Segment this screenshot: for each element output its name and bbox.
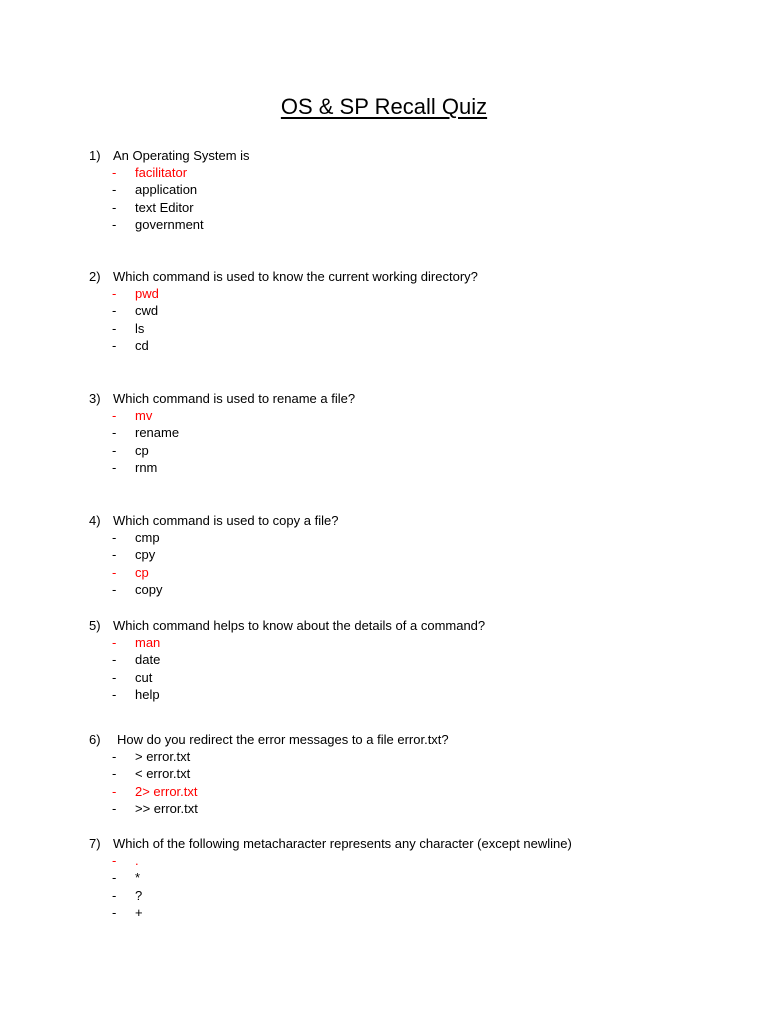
option-item	[89, 581, 729, 598]
dash-bullet: -	[112, 338, 117, 354]
option-item	[89, 748, 729, 765]
dash-bullet: -	[112, 766, 117, 782]
question-number: 7)	[89, 836, 101, 851]
question-text: Which command is used to copy a file?	[113, 513, 339, 528]
option-text: > error.txt	[135, 749, 191, 764]
option-text: application	[135, 182, 198, 198]
option-text: cd	[135, 338, 149, 354]
option-text: rnm	[135, 460, 158, 476]
dash-bullet: -	[112, 408, 117, 423]
option-item	[89, 407, 729, 424]
question-4	[89, 512, 729, 599]
dash-bullet: -	[112, 749, 117, 764]
option-item	[89, 199, 729, 216]
question-text: Which of the following metacharacter represents any character (except newline)	[113, 836, 572, 851]
option-item	[89, 302, 729, 319]
question-number: 1)	[89, 148, 101, 163]
option-text: man	[135, 635, 161, 650]
question-stem	[89, 268, 729, 285]
question-1	[89, 147, 729, 234]
question-stem	[89, 731, 729, 748]
option-item	[89, 564, 729, 581]
dash-bullet: -	[112, 286, 117, 301]
option-text: ?	[135, 887, 143, 903]
option-text: cp	[135, 564, 149, 580]
option-text: date	[135, 652, 161, 668]
option-text: copy	[135, 582, 163, 598]
question-text: An Operating System is	[113, 148, 250, 163]
dash-bullet: -	[112, 870, 117, 886]
option-text: cp	[135, 442, 149, 458]
question-2	[89, 268, 729, 355]
option-item	[89, 459, 729, 476]
option-list	[89, 634, 729, 704]
question-5	[89, 617, 729, 704]
option-item	[89, 320, 729, 337]
option-list	[89, 164, 729, 234]
option-text: ls	[135, 320, 145, 336]
dash-bullet: -	[112, 783, 117, 799]
option-text: government	[135, 217, 204, 233]
dash-bullet: -	[112, 582, 117, 598]
option-item	[89, 783, 729, 800]
option-item	[89, 285, 729, 302]
question-number: 6)	[89, 732, 101, 747]
option-item	[89, 164, 729, 181]
question-3	[89, 390, 729, 477]
dash-bullet: -	[112, 530, 117, 545]
question-number: 2)	[89, 269, 101, 284]
option-item	[89, 337, 729, 354]
dash-bullet: -	[112, 547, 117, 563]
question-7	[89, 835, 729, 922]
option-item	[89, 529, 729, 546]
dash-bullet: -	[112, 165, 117, 180]
question-stem	[89, 512, 729, 529]
dash-bullet: -	[112, 853, 117, 868]
option-text: cut	[135, 669, 153, 685]
option-text: help	[135, 687, 160, 703]
dash-bullet: -	[112, 652, 117, 668]
option-list	[89, 748, 729, 818]
option-text: cwd	[135, 303, 159, 319]
option-list	[89, 285, 729, 355]
option-item	[89, 546, 729, 563]
dash-bullet: -	[112, 442, 117, 458]
option-text: cmp	[135, 530, 160, 545]
option-text: cpy	[135, 547, 156, 563]
dash-bullet: -	[112, 425, 117, 441]
option-item	[89, 181, 729, 198]
question-text: Which command helps to know about the details of a command?	[113, 618, 486, 633]
option-item	[89, 800, 729, 817]
dash-bullet: -	[112, 303, 117, 319]
question-text: Which command is used to know the current working directory?	[113, 269, 478, 284]
dash-bullet: -	[112, 905, 117, 921]
option-item	[89, 651, 729, 668]
option-list	[89, 529, 729, 599]
question-text: Which command is used to rename a file?	[113, 391, 356, 406]
dash-bullet: -	[112, 182, 117, 198]
option-item	[89, 442, 729, 459]
option-text: rename	[135, 425, 180, 441]
dash-bullet: -	[112, 635, 117, 650]
option-item	[89, 887, 729, 904]
option-item	[89, 424, 729, 441]
option-item	[89, 669, 729, 686]
question-number: 5)	[89, 618, 101, 633]
option-text: pwd	[135, 286, 159, 301]
dash-bullet: -	[112, 801, 117, 817]
option-item	[89, 765, 729, 782]
option-item	[89, 904, 729, 921]
dash-bullet: -	[112, 217, 117, 233]
dash-bullet: -	[112, 199, 117, 215]
option-list	[89, 852, 729, 922]
option-text: .	[135, 853, 139, 868]
question-stem	[89, 617, 729, 634]
option-text: *	[135, 870, 141, 886]
question-number: 3)	[89, 391, 101, 406]
option-list	[89, 407, 729, 477]
option-text: facilitator	[135, 165, 188, 180]
option-text: >> error.txt	[135, 801, 198, 817]
dash-bullet: -	[112, 460, 117, 476]
dash-bullet: -	[112, 887, 117, 903]
dash-bullet: -	[112, 564, 117, 580]
question-6	[89, 731, 729, 818]
option-text: 2> error.txt	[135, 783, 198, 799]
option-text: +	[135, 905, 143, 921]
dash-bullet: -	[112, 320, 117, 336]
question-stem	[89, 147, 729, 164]
question-stem	[89, 390, 729, 407]
question-stem	[89, 835, 729, 852]
question-text: How do you redirect the error messages to a file error.txt?	[117, 732, 449, 747]
option-item	[89, 869, 729, 886]
dash-bullet: -	[112, 669, 117, 685]
option-text: text Editor	[135, 199, 194, 215]
dash-bullet: -	[112, 687, 117, 703]
option-item	[89, 686, 729, 703]
question-number: 4)	[89, 513, 101, 528]
option-item	[89, 216, 729, 233]
option-item	[89, 852, 729, 869]
page-title: OS & SP Recall Quiz	[280, 94, 488, 119]
option-text: < error.txt	[135, 766, 191, 782]
option-text: mv	[135, 408, 153, 423]
option-item	[89, 634, 729, 651]
